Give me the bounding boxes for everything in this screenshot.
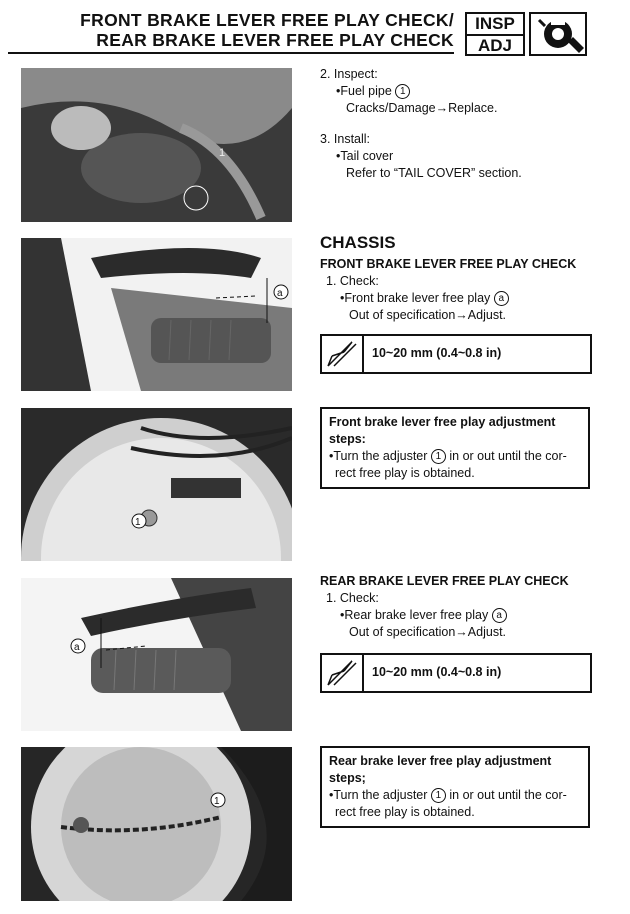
tag-adj: ADJ [477,36,512,55]
front-item: •Front brake lever free play [340,291,491,305]
rear-spec-box [320,653,592,693]
page-title [80,10,454,50]
front-adjust-pre: •Turn the adjuster [329,449,428,463]
rear-adjust-box [320,746,590,828]
header-rule [8,52,454,54]
front-check [320,273,509,324]
rear-adjust-title: Rear brake lever free play adjustment steps; [329,754,552,785]
callout-1: 1 [219,147,226,159]
photo-rear-lever [21,578,292,731]
front-adjust-post: in or out until the cor- [449,449,567,463]
rear-item-ref: a [492,608,507,623]
inspect-item: •Fuel pipe [336,84,392,98]
front-action: Out of specification→Adjust. [349,308,507,322]
front-adjust-ref: 1 [431,449,446,464]
install-note: Refer to “TAIL COVER” section. [346,166,522,180]
tag-insp: INSP [475,14,515,33]
title-line-2: REAR BRAKE LEVER FREE PLAY CHECK [96,30,454,50]
rear-step-label: 1. Check: [326,591,379,605]
install-step-label: 3. Install: [320,132,371,146]
rear-adjust-post: in or out until the cor- [449,788,567,802]
rear-action: Out of specification→Adjust. [349,625,507,639]
inspect-step-label: 2. Inspect: [320,67,378,81]
callout-a: a [74,642,80,653]
rear-check [320,590,507,641]
front-step-label: 1. Check: [326,274,379,288]
insp-adj-tag [465,12,525,56]
rear-spec-value: 10~20 mm (0.4~0.8 in) [372,665,502,679]
inspect-action: Cracks/Damage→Replace. [346,101,498,115]
front-adjust-line2: rect free play is obtained. [335,466,475,480]
callout-1: 1 [135,517,141,528]
inspect-item-line [320,83,497,100]
rear-heading: REAR BRAKE LEVER FREE PLAY CHECK [320,574,569,588]
callout-1: 1 [214,796,220,807]
front-item-ref: a [494,291,509,306]
install-item: •Tail cover [336,149,394,163]
front-adjust-box [320,407,590,489]
install-step [320,131,522,182]
rear-adjust-line2: rect free play is obtained. [335,805,475,819]
photo-front-adjuster [21,408,292,561]
rear-adjust-line1 [329,787,581,804]
photo-rear-adjuster [21,747,292,901]
rear-adjust-ref: 1 [431,788,446,803]
photo-fuel-pipe [21,68,292,222]
front-spec-value: 10~20 mm (0.4~0.8 in) [372,346,502,360]
front-spec-box [320,334,592,374]
front-adjust-title: Front brake lever free play adjustment steps: [329,415,556,446]
callout-a: a [277,288,283,299]
photo-front-lever [21,238,292,391]
caliper-icon [322,655,364,691]
rear-item-line [320,607,507,624]
rear-item: •Rear brake lever free play [340,608,489,622]
front-adjust-line1 [329,448,581,465]
inspect-step [320,66,497,117]
title-line-1: FRONT BRAKE LEVER FREE PLAY CHECK/ [80,10,454,30]
section-chassis: CHASSIS [320,233,396,252]
rear-adjust-pre: •Turn the adjuster [329,788,428,802]
wrench-check-icon [529,12,587,56]
front-heading: FRONT BRAKE LEVER FREE PLAY CHECK [320,257,577,271]
inspect-ref: 1 [395,84,410,99]
front-item-line [320,290,509,307]
caliper-icon [322,336,364,372]
